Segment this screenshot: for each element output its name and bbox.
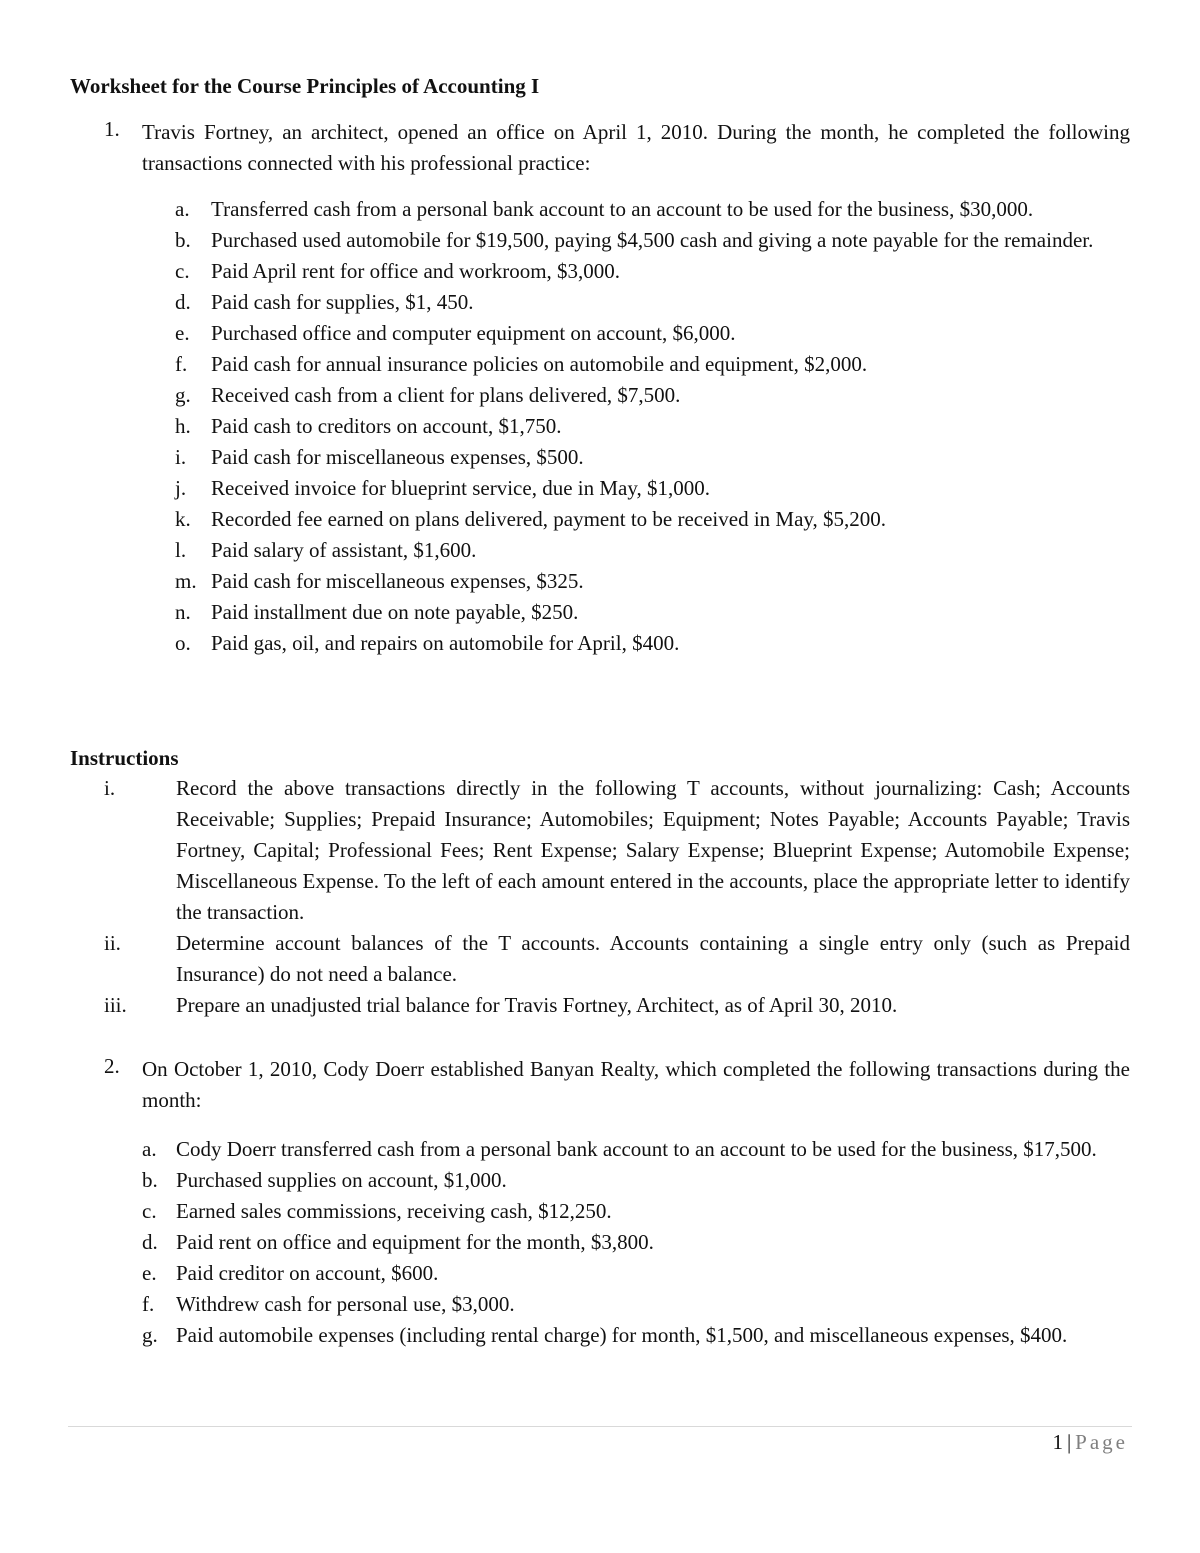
transaction-letter: d. xyxy=(175,290,191,314)
transaction-item xyxy=(70,473,1130,504)
transaction-text: Recorded fee earned on plans delivered, payment to be received in May, $5,200. xyxy=(211,507,887,531)
transaction-text: Received cash from a client for plans delivered, $7,500. xyxy=(211,383,681,407)
transaction-item xyxy=(70,442,1130,473)
transaction-item xyxy=(70,1196,1130,1227)
transaction-text: Paid cash for supplies, $1, 450. xyxy=(211,290,474,314)
question-1-number: 1. xyxy=(104,117,120,141)
transaction-item xyxy=(70,504,1130,535)
transaction-text: Paid April rent for office and workroom, $3,000. xyxy=(211,259,621,283)
transaction-letter: g. xyxy=(175,383,191,407)
question-1-intro: Travis Fortney, an architect, opened an office on April 1, 2010. During the month, he completed the following transactions connected with his professional practice: xyxy=(142,120,1130,175)
question-2-transaction-list xyxy=(70,1134,1130,1351)
transaction-item xyxy=(70,380,1130,411)
transaction-text: Transferred cash from a personal bank account to an account to be used for the business, $30,000. xyxy=(211,197,1034,221)
instruction-text: Prepare an unadjusted trial balance for Travis Fortney, Architect, as of April 30, 2010. xyxy=(176,993,898,1017)
question-2-intro: On October 1, 2010, Cody Doerr established Banyan Realty, which completed the following transactions during the month: xyxy=(142,1057,1130,1112)
transaction-text: Paid cash for miscellaneous expenses, $500. xyxy=(211,445,584,469)
page-footer xyxy=(1052,1430,1128,1455)
transaction-letter: c. xyxy=(175,259,190,283)
instruction-numeral: i. xyxy=(104,776,116,800)
transaction-item xyxy=(70,194,1130,225)
transaction-text: Cody Doerr transferred cash from a personal bank account to an account to be used for the business, $17,500. xyxy=(176,1137,1097,1161)
transaction-item xyxy=(70,628,1130,659)
transaction-item xyxy=(70,1320,1130,1351)
transaction-text: Paid salary of assistant, $1,600. xyxy=(211,538,477,562)
transaction-text: Paid rent on office and equipment for the month, $3,800. xyxy=(176,1230,654,1254)
footer-separator: | xyxy=(1066,1430,1072,1454)
instruction-text: Record the above transactions directly in the following T accounts, without journalizing: Cash; Accounts Receivable; Supplies; Prepaid Insurance; Automobiles; Equipment; Notes Payable; Accounts Payable; Travis Fortney, Capital; Professional Fees; Rent Expense; Salary Expense; Blueprint Expense; Automobile Expense; Miscellaneous Expense. To the left of each amount entered in the accounts, place the appropriate letter to identify the transaction. xyxy=(176,776,1130,924)
transaction-text: Paid installment due on note payable, $250. xyxy=(211,600,579,624)
transaction-letter: c. xyxy=(142,1199,157,1223)
question-2-number: 2. xyxy=(104,1054,120,1078)
transaction-text: Purchased supplies on account, $1,000. xyxy=(176,1168,507,1192)
transaction-item xyxy=(70,597,1130,628)
transaction-text: Paid gas, oil, and repairs on automobile for April, $400. xyxy=(211,631,680,655)
question-1-transaction-list xyxy=(70,194,1130,659)
transaction-text: Received invoice for blueprint service, due in May, $1,000. xyxy=(211,476,710,500)
transaction-letter: g. xyxy=(142,1323,158,1347)
transaction-letter: b. xyxy=(142,1168,158,1192)
transaction-item xyxy=(70,535,1130,566)
transaction-letter: n. xyxy=(175,600,191,624)
transaction-item xyxy=(70,411,1130,442)
transaction-letter: h. xyxy=(175,414,191,438)
transaction-letter: e. xyxy=(142,1261,157,1285)
instruction-numeral: iii. xyxy=(104,993,127,1017)
transaction-text: Paid cash for miscellaneous expenses, $325. xyxy=(211,569,584,593)
transaction-text: Paid cash for annual insurance policies on automobile and equipment, $2,000. xyxy=(211,352,868,376)
transaction-letter: k. xyxy=(175,507,191,531)
transaction-text: Purchased used automobile for $19,500, paying $4,500 cash and giving a note payable for the remainder. xyxy=(211,228,1094,252)
transaction-letter: e. xyxy=(175,321,190,345)
transaction-item xyxy=(70,1258,1130,1289)
page-label: Page xyxy=(1075,1430,1128,1454)
transaction-letter: j. xyxy=(175,476,187,500)
transaction-item xyxy=(70,1227,1130,1258)
footer-divider xyxy=(68,1426,1132,1427)
instruction-item xyxy=(70,990,1130,1021)
instruction-text: Determine account balances of the T accounts. Accounts containing a single entry only (such as Prepaid Insurance) do not need a balance. xyxy=(176,931,1130,986)
transaction-text: Purchased office and computer equipment on account, $6,000. xyxy=(211,321,736,345)
transaction-item xyxy=(70,1289,1130,1320)
transaction-item xyxy=(70,225,1130,256)
transaction-letter: l. xyxy=(175,538,187,562)
page-number: 1 xyxy=(1052,1430,1063,1454)
transaction-letter: i. xyxy=(175,445,187,469)
instructions-heading: Instructions xyxy=(70,746,179,770)
transaction-letter: a. xyxy=(142,1137,157,1161)
instruction-item xyxy=(70,773,1130,928)
transaction-text: Paid creditor on account, $600. xyxy=(176,1261,439,1285)
transaction-letter: m. xyxy=(175,569,197,593)
transaction-letter: b. xyxy=(175,228,191,252)
transaction-item xyxy=(70,256,1130,287)
transaction-item xyxy=(70,1165,1130,1196)
instruction-numeral: ii. xyxy=(104,931,121,955)
transaction-item xyxy=(70,566,1130,597)
instruction-item xyxy=(70,928,1130,990)
instructions-list xyxy=(70,773,1130,1021)
transaction-letter: f. xyxy=(142,1292,155,1316)
transaction-item xyxy=(70,1134,1130,1165)
transaction-letter: o. xyxy=(175,631,191,655)
transaction-letter: a. xyxy=(175,197,190,221)
transaction-item xyxy=(70,318,1130,349)
transaction-letter: f. xyxy=(175,352,188,376)
transaction-letter: d. xyxy=(142,1230,158,1254)
transaction-item xyxy=(70,287,1130,318)
document-title: Worksheet for the Course Principles of Accounting I xyxy=(70,74,540,98)
transaction-text: Paid automobile expenses (including rental charge) for month, $1,500, and miscellaneous expenses, $400. xyxy=(176,1323,1068,1347)
transaction-item xyxy=(70,349,1130,380)
transaction-text: Withdrew cash for personal use, $3,000. xyxy=(176,1292,515,1316)
transaction-text: Paid cash to creditors on account, $1,750. xyxy=(211,414,562,438)
transaction-text: Earned sales commissions, receiving cash, $12,250. xyxy=(176,1199,612,1223)
